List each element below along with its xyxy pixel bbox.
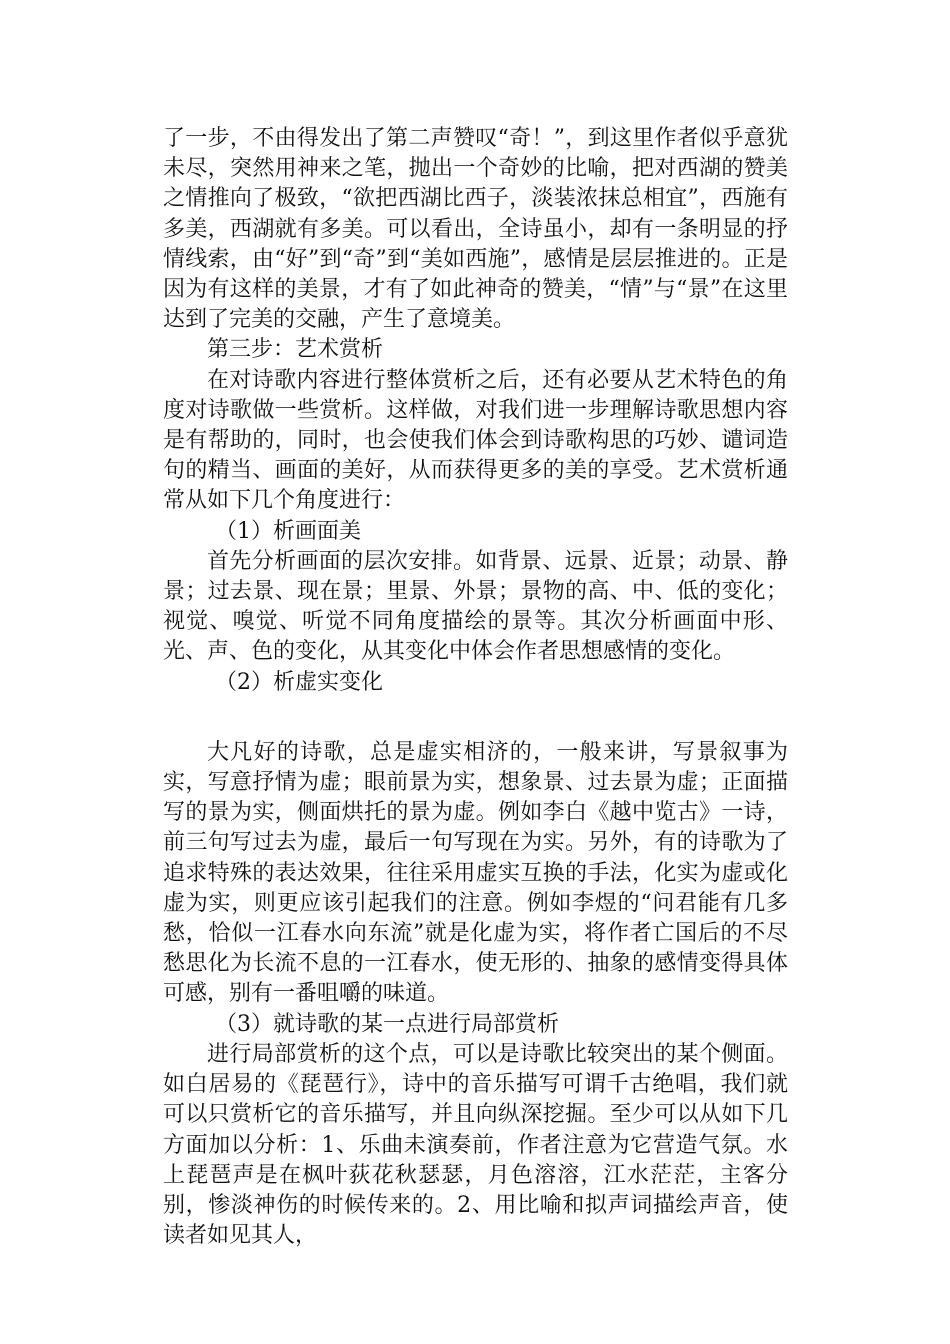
paragraph-art-intro: 在对诗歌内容进行整体赏析之后，还有必要从艺术特色的角度对诗歌做一些赏析。这样做，对我们进一步理解诗歌思想内容是有帮助的，同时，也会使我们体会到诗歌构思的巧妙、谴词造句的精当、画面的美好，从而获得更多的美的享受。艺术赏析通常从如下几个角度进行： — [163, 367, 788, 514]
paragraph-virtual-real: 大凡好的诗歌，总是虚实相济的，一般来讲，写景叙事为实，写意抒情为虚；眼前景为实，想象景、过去景为虚；正面描写的景为实，侧面烘托的景为虚。例如李白《越中览古》一诗，前三句写过去为虚，最后一句写现在为实。另外，有的诗歌为了追求特殊的表达效果，往往采用虚实互换的手法，化实为虚或化虚为实，则更应该引起我们的注意。例如李煜的“问君能有几多愁，恰似一江春水向东流”就是化虚为实，将作者亡国后的不尽愁思化为长流不息的一江春水，使无形的、抽象的感情变得具体可感，别有一番咀嚼的味道。 — [163, 739, 788, 1007]
paragraph-continuation: 了一步，不由得发出了第二声赞叹“奇！”，到这里作者似乎意犹未尽，突然用神来之笔，抛出一个奇妙的比喻，把对西湖的赞美之情推向了极致，“欲把西湖比西子，淡装浓抹总相宜”，西施有多美，西湖就有多美。可以看出，全诗虽小，却有一条明显的抒情线索，由“好”到“奇”到“美如西施”，感情是层层推进的。正是因为有这样的美景，才有了如此神奇的赞美，“情”与“景”在这里达到了完美的交融，产生了意境美。 — [163, 126, 788, 333]
subheading-picture-beauty: （1）析画面美 — [215, 518, 361, 544]
blank-line — [163, 698, 788, 738]
paragraph-picture-beauty: 首先分析画面的层次安排。如背景、远景、近景；动景、静景；过去景、现在景；里景、外景；景物的高、中、低的变化；视觉、嗅觉、听觉不同角度描绘的景等。其次分析画面中形、光、声、色的变化，从其变化中体会作者思想感情的变化。 — [163, 548, 788, 665]
section-heading-art-analysis: 第三步：艺术赏析 — [207, 337, 384, 363]
paragraph-local-analysis: 进行局部赏析的这个点，可以是诗歌比较突出的某个侧面。如白居易的《琵琶行》，诗中的音乐描写可谓千古绝唱，我们就可以只赏析它的音乐描写，并且向纵深挖掘。至少可以从如下几方面加以分析：1、乐曲未演奏前，作者注意为它营造气氛。水上琵琶声是在枫叶荻花秋瑟瑟，月色溶溶，江水茫茫，主客分别，惨淡神伤的时候传来的。2、用比喻和拟声词描绘声音，使读者如见其人， — [163, 1041, 788, 1249]
subheading-virtual-real: （2）析虚实变化 — [215, 669, 383, 695]
document-body — [163, 124, 788, 1251]
subheading-local-analysis: （3）就诗歌的某一点进行局部赏析 — [215, 1011, 559, 1037]
